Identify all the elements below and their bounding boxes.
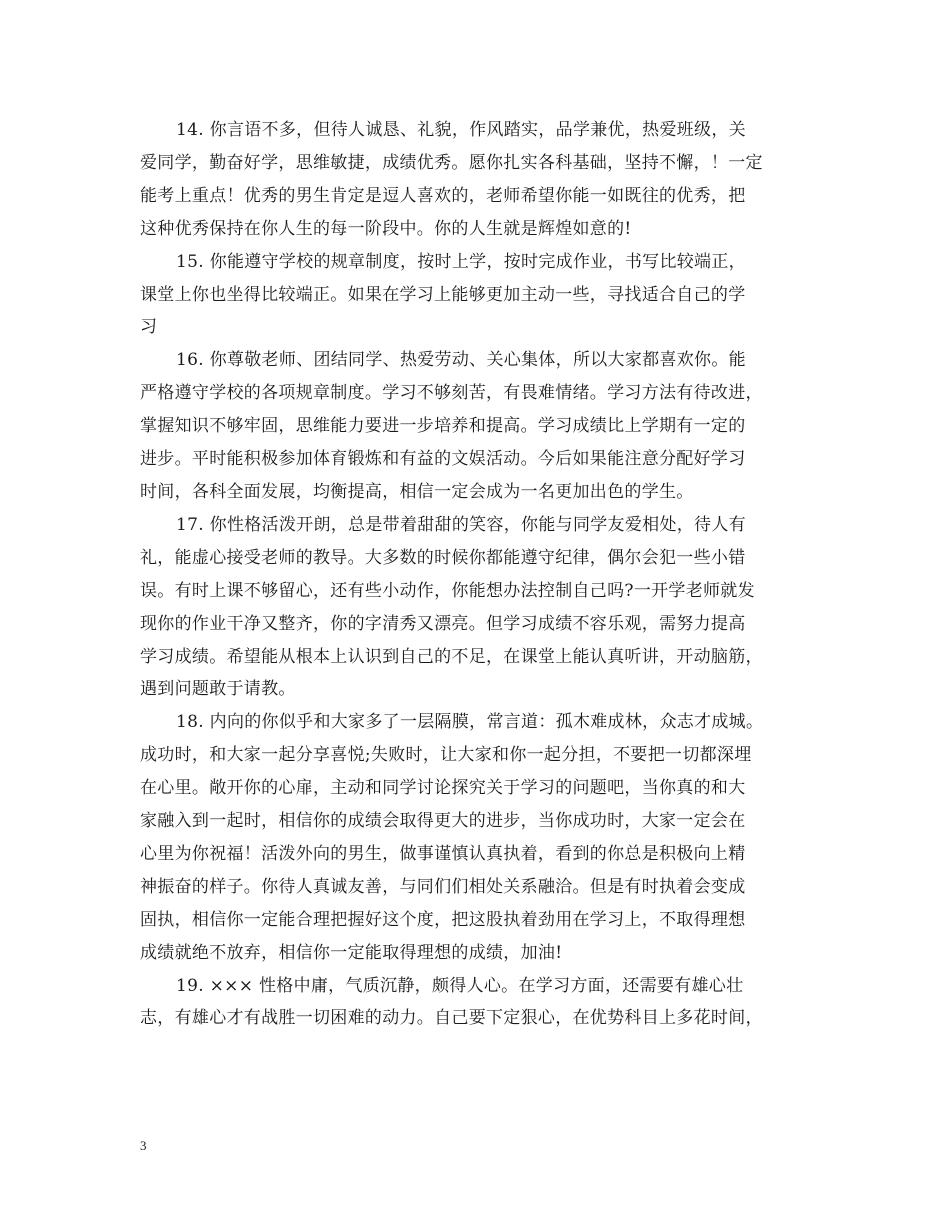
paragraph-line: 进步。平时能积极参加体育锻炼和有益的文娱活动。今后如果能注意分配好学习 [140,449,746,470]
paragraph-line: 固执，相信你一定能合理把握好这个度，把这股执着劲用在学习上，不取得理想 [140,909,746,930]
paragraph-line: 遇到问题敢于请教。 [140,679,296,700]
paragraph-line: 严格遵守学校的各项规章制度。学习不够刻苦，有畏难情绪。学习方法有待改进， [140,383,763,404]
paragraph-line: 在心里。敞开你的心扉，主动和同学讨论探究关于学习的问题吧，当你真的和大 [140,778,746,799]
paragraph-18 [140,706,820,969]
page-number: 3 [140,1138,147,1153]
paragraph-15 [140,246,820,345]
paragraph-line: 神振奋的样子。你待人真诚友善，与同们们相处关系融洽。但是有时执着会变成 [140,876,746,897]
paragraph-line: 能考上重点！优秀的男生肯定是逗人喜欢的，老师希望你能一如既往的优秀，把 [140,185,746,206]
paragraph-line: 志，有雄心才有战胜一切困难的动力。自己要下定狠心，在优势科目上多花时间， [140,1008,763,1029]
paragraph-line: 掌握知识不够牢固，思维能力要进一步培养和提高。学习成绩比上学期有一定的 [140,416,746,437]
paragraph-line: 14. 你言语不多，但待人诚恳、礼貌，作风踏实，品学兼优，热爱班级，关 [176,120,746,140]
paragraph-17 [140,509,820,706]
paragraph-16 [140,344,820,509]
paragraph-line: 19. ××× 性格中庸，气质沉静，颇得人心。在学习方面，还需要有雄心壮 [176,975,744,996]
paragraph-line: 成功时，和大家一起分享喜悦;失败时，让大家和你一起分担，不要把一切都深埋 [140,745,752,766]
document-body [140,114,820,1035]
paragraph-line: 学习成绩。希望能从根本上认识到自己的不足，在课堂上能认真听讲，开动脑筋， [140,646,763,667]
paragraph-line: 成绩就绝不放弃，相信你一定能取得理想的成绩，加油! [140,942,563,963]
paragraph-line: 18. 内向的你似乎和大家多了一层隔膜，常言道：孤木难成林，众志才成城。 [176,712,764,733]
paragraph-line: 课堂上你也坐得比较端正。如果在学习上能够更加主动一些，寻找适合自己的学 [140,284,746,305]
paragraph-line: 时间，各科全面发展，均衡提高，相信一定会成为一名更加出色的学生。 [140,481,694,502]
paragraph-14 [140,114,820,246]
paragraph-line: 16. 你尊敬老师、团结同学、热爱劳动、关心集体，所以大家都喜欢你。能 [176,350,746,371]
paragraph-line: 爱同学，勤奋好学，思维敏捷，成绩优秀。愿你扎实各科基础，坚持不懈，！一定 [140,152,763,173]
paragraph-line: 现你的作业干净又整齐，你的字清秀又漂亮。但学习成绩不容乐观，需努力提高 [140,613,746,634]
paragraph-line: 误。有时上课不够留心，还有些小动作，你能想办法控制自己吗?一开学老师就发 [140,580,755,601]
paragraph-line: 习 [140,317,158,338]
paragraph-line: 这种优秀保持在你人生的每一阶段中。你的人生就是辉煌如意的! [140,218,632,239]
paragraph-line: 心里为你祝福！活泼外向的男生，做事谨慎认真执着，看到的你总是积极向上精 [140,843,746,864]
paragraph-line: 礼，能虚心接受老师的教导。大多数的时候你都能遵守纪律，偶尔会犯一些小错 [140,547,746,568]
paragraph-line: 家融入到一起时，相信你的成绩会取得更大的进步，当你成功时，大家一定会在 [140,811,746,832]
paragraph-19 [140,970,820,1036]
paragraph-line: 15. 你能遵守学校的规章制度，按时上学，按时完成作业，书写比较端正， [176,251,746,272]
paragraph-line: 17. 你性格活泼开朗，总是带着甜甜的笑容，你能与同学友爱相处，待人有 [176,514,746,535]
